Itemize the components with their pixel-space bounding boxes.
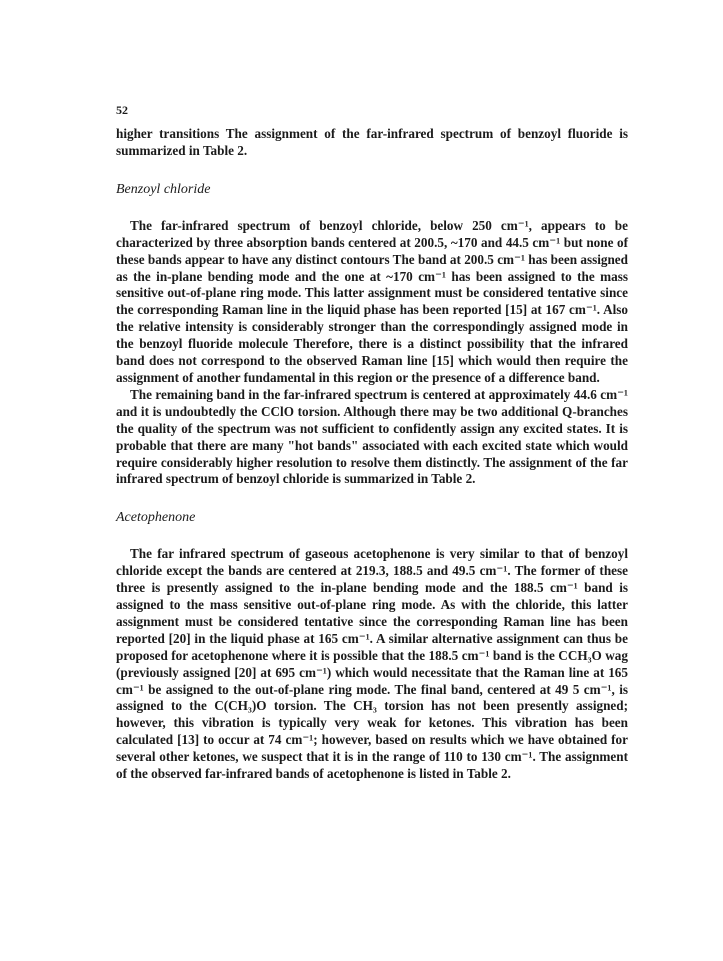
body-text	[116, 126, 628, 783]
heading-acetophenone: Acetophenone	[116, 510, 196, 526]
heading-benzoyl-chloride: Benzoyl chloride	[116, 181, 211, 197]
intro-paragraph: higher transitions The assignment of the far-infrared spectrum of benzoyl fluoride is summarized in Table 2.	[116, 126, 628, 158]
paragraph-benzoyl-chloride-2: The remaining band in the far-infrared spectrum is centered at approximately 44.6 cm⁻¹ and it is undoubtedly the CClO torsion. Although there may be two additional Q-branches the quality of the spectrum was not sufficient to confidently assign any excited states. It is probable that there are many "hot bands" associated with each excited state which would require considerably higher resolution to resolve them distinctly. The assignment of the far infrared spectrum of benzoyl chloride is summarized in Table 2.	[116, 386, 628, 487]
paragraph-benzoyl-chloride-1: The far-infrared spectrum of benzoyl chloride, below 250 cm⁻¹, appears to be characterized by three absorption bands centered at 200.5, ~170 and 44.5 cm⁻¹ but none of these bands appear to have any distinct contours The band at 200.5 cm⁻¹ has been assigned as the in-plane bending mode and the one at ~170 cm⁻¹ has been assigned to the mass sensitive out-of-plane ring mode. This latter assignment must be considered tentative since the corresponding Raman line in the liquid phase has been reported [15] at 167 cm⁻¹. Also the relative intensity is considerably stronger than the correspondingly assigned mode in the benzoyl fluoride molecule Therefore, there is a distinct possibility that the infrared band does not correspond to the observed Raman line [15] which would then require the assignment of another fundamental in this region or the presence of a difference band.	[116, 217, 628, 385]
page-number: 52	[116, 103, 128, 117]
paragraph-acetophenone-1: The far infrared spectrum of gaseous acetophenone is very similar to that of benzoyl chloride except the bands are centered at 219.3, 188.5 and 49.5 cm⁻¹. The former of these three is presently assigned to the in-plane bending mode and the 188.5 cm⁻¹ band is assigned to the mass sensitive out-of-plane ring mode. As with the chloride, this latter assignment must be considered tentative since the corresponding Raman line has been reported [20] in the liquid phase at 165 cm⁻¹. A similar alternative assignment can thus be proposed for acetophenone where it is possible that the 188.5 cm⁻¹ band is the CCH₃O wag (previously assigned [20] at 695 cm⁻¹) which would necessitate that the Raman line at 165 cm⁻¹ be assigned to the out-of-plane ring mode. The final band, centered at 49 5 cm⁻¹, is assigned to the C(CH₃)O torsion. The CH₃ torsion has not been presently assigned; however, this vibration is typically very weak for ketones. This vibration has been calculated [13] to occur at 74 cm⁻¹; however, based on results which we have obtained for several other ketones, we suspect that it is in the range of 110 to 130 cm⁻¹. The assignment of the observed far-infrared bands of acetophenone is listed in Table 2.	[116, 546, 628, 782]
